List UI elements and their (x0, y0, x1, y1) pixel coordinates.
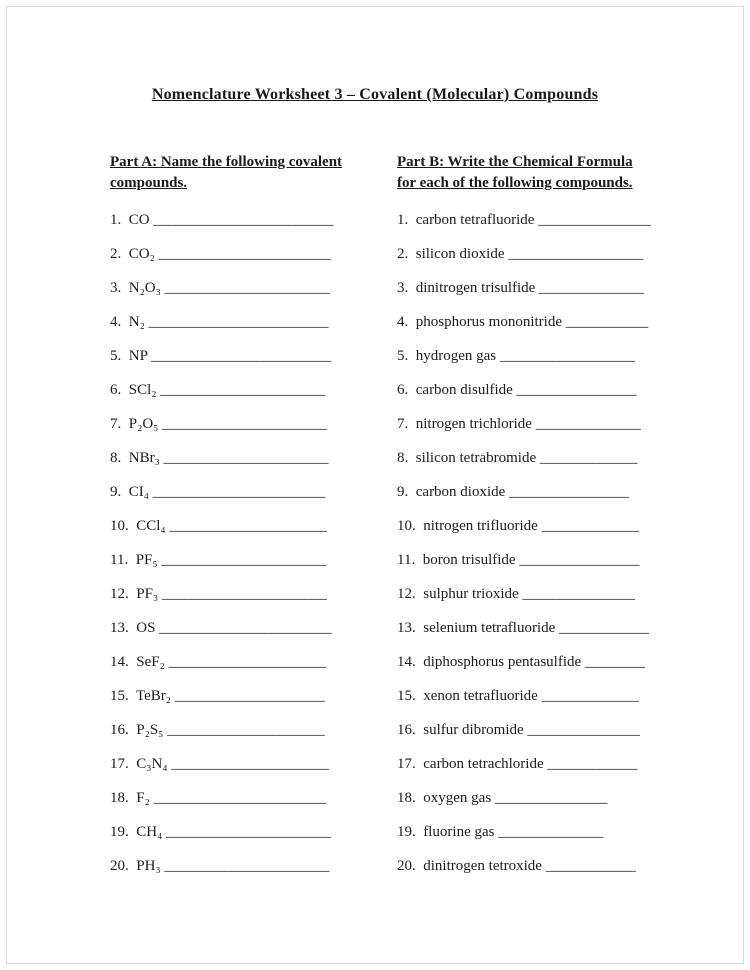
part-a-heading (110, 152, 370, 194)
part-b-item-6: 6. carbon disulfide ________________ (397, 382, 637, 398)
part-b-item-14: 14. diphosphorus pentasulfide ________ (397, 654, 645, 670)
part-b-item-5: 5. hydrogen gas __________________ (397, 348, 635, 364)
part-a-section (110, 152, 370, 890)
part-a-item-18: 18. F₂ _______________________ (110, 790, 327, 806)
part-a-heading-line1: Part A: Name the following covalent (110, 154, 343, 170)
part-a-item-list (110, 210, 370, 876)
part-a-item-4: 4. N₂ ________________________ (110, 314, 329, 330)
part-b-item-12: 12. sulphur trioxide _______________ (397, 586, 635, 602)
part-b-item-4: 4. phosphorus mononitride ___________ (397, 314, 649, 330)
part-b-heading-line2: for each of the following compounds. (397, 175, 633, 191)
part-a-item-11: 11. PF₅ ______________________ (110, 552, 327, 568)
part-b-item-7: 7. nitrogen trichloride ______________ (397, 416, 641, 432)
part-b-section (397, 152, 677, 890)
part-a-item-6: 6. SCl₂ ______________________ (110, 382, 326, 398)
part-b-item-8: 8. silicon tetrabromide _____________ (397, 450, 638, 466)
part-a-item-13: 13. OS _______________________ (110, 620, 332, 636)
part-b-item-19: 19. fluorine gas ______________ (397, 824, 604, 840)
part-a-item-16: 16. P₂S₅ _____________________ (110, 722, 325, 738)
part-b-item-16: 16. sulfur dibromide _______________ (397, 722, 640, 738)
part-a-item-5: 5. NP ________________________ (110, 348, 332, 364)
part-b-heading-line1: Part B: Write the Chemical Formula (397, 154, 633, 170)
page-title: Nomenclature Worksheet 3 – Covalent (Molecular) Compounds (151, 86, 599, 103)
part-b-item-2: 2. silicon dioxide __________________ (397, 246, 644, 262)
part-a-item-10: 10. CCl₄ _____________________ (110, 518, 327, 534)
part-a-item-2: 2. CO₂ _______________________ (110, 246, 332, 262)
part-a-item-12: 12. PF₃ ______________________ (110, 586, 327, 602)
part-a-item-20: 20. PH₃ ______________________ (110, 858, 330, 874)
part-b-item-9: 9. carbon dioxide ________________ (397, 484, 630, 500)
part-a-item-1: 1. CO ________________________ (110, 212, 334, 228)
part-a-item-3: 3. N₂O₃ ______________________ (110, 280, 330, 296)
part-a-item-8: 8. NBr₃ ______________________ (110, 450, 329, 466)
part-a-item-9: 9. CI₄ _______________________ (110, 484, 326, 500)
part-a-item-19: 19. CH₄ ______________________ (110, 824, 332, 840)
part-b-item-17: 17. carbon tetrachloride ____________ (397, 756, 638, 772)
part-a-item-15: 15. TeBr₂ ____________________ (110, 688, 325, 704)
part-b-item-1: 1. carbon tetrafluoride _______________ (397, 212, 651, 228)
part-b-item-20: 20. dinitrogen tetroxide ____________ (397, 858, 636, 874)
part-b-item-13: 13. selenium tetrafluoride ____________ (397, 620, 650, 636)
part-a-item-7: 7. P₂O₅ ______________________ (110, 416, 328, 432)
part-b-item-10: 10. nitrogen trifluoride _____________ (397, 518, 640, 534)
part-a-item-14: 14. SeF₂ _____________________ (110, 654, 327, 670)
part-b-item-list (397, 210, 677, 876)
part-b-item-11: 11. boron trisulfide ________________ (397, 552, 640, 568)
part-b-item-3: 3. dinitrogen trisulfide ______________ (397, 280, 645, 296)
part-a-heading-line2: compounds. (110, 175, 188, 191)
part-b-item-15: 15. xenon tetrafluoride _____________ (397, 688, 640, 704)
part-a-item-17: 17. C₃N₄ _____________________ (110, 756, 329, 772)
part-b-item-18: 18. oxygen gas _______________ (397, 790, 608, 806)
part-b-heading (397, 152, 677, 194)
